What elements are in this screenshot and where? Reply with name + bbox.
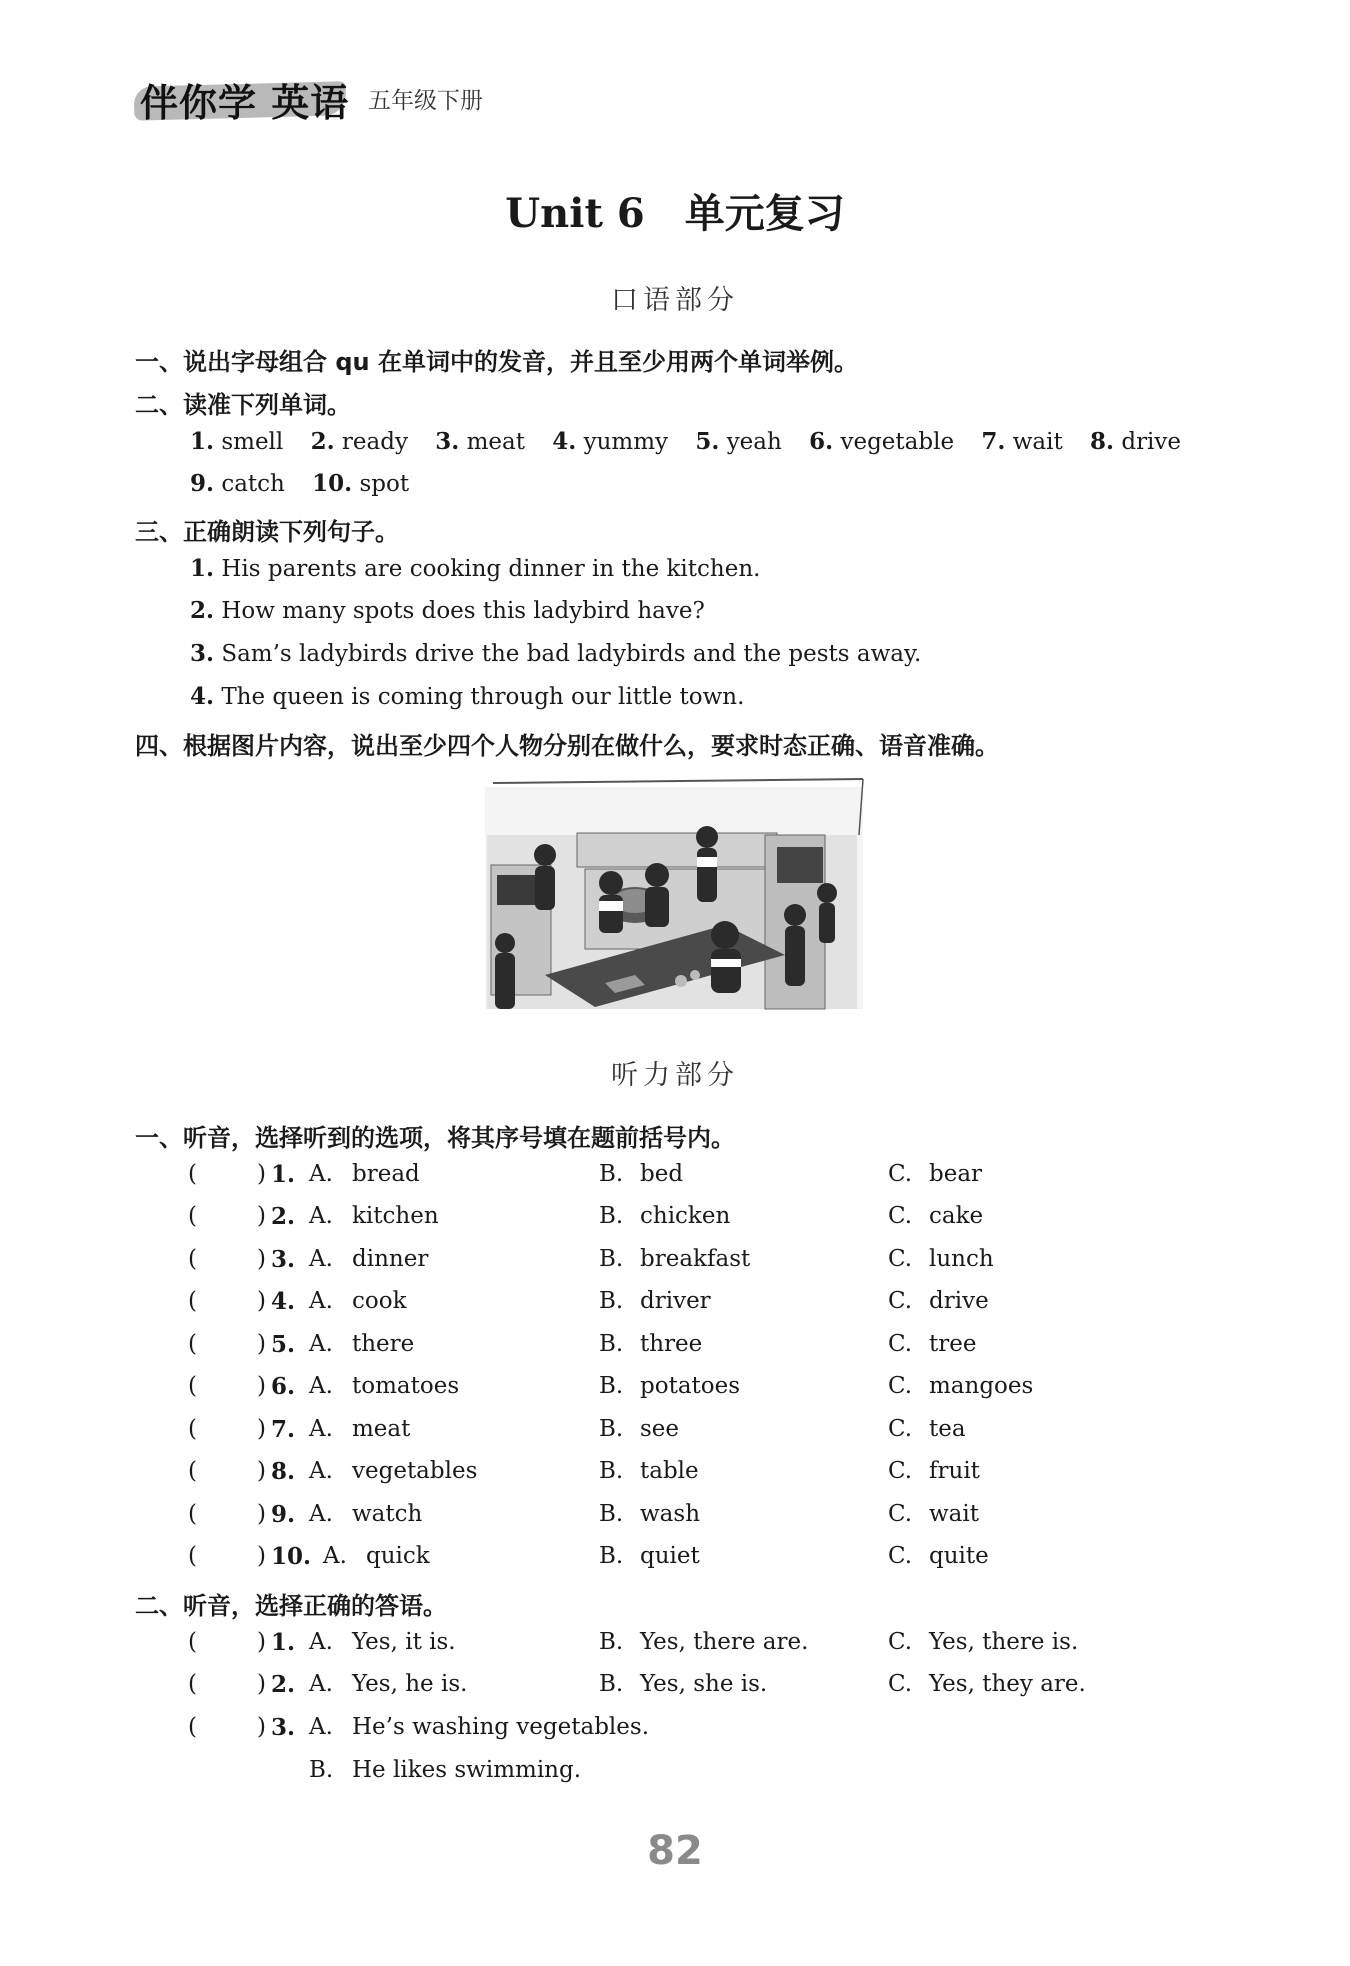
- option-a-label: A.: [309, 1629, 333, 1655]
- choice-row: [0, 1161, 1350, 1201]
- word-item: 10. spot: [312, 470, 410, 497]
- option-b-label: B.: [599, 1629, 624, 1655]
- word-item: 4. yummy: [552, 428, 669, 455]
- answer-paren-close: ): [257, 1543, 266, 1569]
- option-c-label: C.: [888, 1458, 913, 1484]
- item-number: 9.: [271, 1501, 296, 1528]
- choice-row: [0, 1543, 1350, 1583]
- option-a-label: A.: [309, 1246, 333, 1272]
- answer-paren-open: (: [188, 1501, 197, 1527]
- option-b-label: B.: [599, 1416, 624, 1442]
- option-b-text: driver: [640, 1288, 711, 1314]
- option-b-text: breakfast: [640, 1246, 751, 1272]
- choice-row: [0, 1373, 1350, 1413]
- listening-question-2: 二、听音，选择正确的答语。: [135, 1592, 447, 1620]
- item-number: 6.: [271, 1373, 296, 1400]
- option-b-label: B.: [599, 1288, 624, 1314]
- option-b-label: B.: [599, 1161, 624, 1187]
- option-b-label: B.: [599, 1331, 624, 1357]
- option-b-text: wash: [640, 1501, 701, 1527]
- item-number: 8.: [271, 1458, 296, 1485]
- item-number: 7.: [271, 1416, 296, 1443]
- word-item: 5. yeah: [695, 428, 782, 455]
- kitchen-scene-illustration: [485, 775, 865, 1013]
- option-a-label: A.: [309, 1203, 333, 1229]
- answer-paren-open: (: [188, 1458, 197, 1484]
- option-c-label: C.: [888, 1203, 913, 1229]
- grade-label: 五年级下册: [368, 88, 483, 114]
- item-number: 3.: [271, 1246, 296, 1273]
- option-c-text: tree: [929, 1331, 977, 1357]
- option-c-label: C.: [888, 1501, 913, 1527]
- option-b-label: B.: [599, 1501, 624, 1527]
- option-b-label: B.: [599, 1203, 624, 1229]
- option-a-text: bread: [352, 1161, 420, 1187]
- option-b-label: B.: [599, 1671, 624, 1697]
- answer-paren-open: (: [188, 1543, 197, 1569]
- option-b-text: bed: [640, 1161, 684, 1187]
- option-c-text: Yes, they are.: [929, 1671, 1086, 1697]
- item-number: 1.: [271, 1161, 296, 1188]
- option-a-text: tomatoes: [352, 1373, 460, 1399]
- option-a-label: A.: [323, 1543, 347, 1569]
- option-a-text: quick: [366, 1543, 430, 1569]
- choice-row: [0, 1288, 1350, 1328]
- option-c-text: lunch: [929, 1246, 994, 1272]
- choice-row: [0, 1331, 1350, 1371]
- word-item: 6. vegetable: [809, 428, 955, 455]
- option-b-text: Yes, there are.: [640, 1629, 809, 1655]
- option-c-label: C.: [888, 1246, 913, 1272]
- option-b-text: potatoes: [640, 1373, 741, 1399]
- page-number: 82: [647, 1828, 703, 1874]
- option-a-label: A.: [309, 1416, 333, 1442]
- answer-paren-open: (: [188, 1373, 197, 1399]
- answer-paren-close: ): [257, 1458, 266, 1484]
- answer-paren-open: (: [188, 1629, 197, 1655]
- word-item: 9. catch: [190, 470, 285, 497]
- item-number: 4.: [271, 1288, 296, 1315]
- option-a-text: kitchen: [352, 1203, 439, 1229]
- option-c-text: mangoes: [929, 1373, 1034, 1399]
- option-c-text: fruit: [929, 1458, 980, 1484]
- option-a-text: Yes, it is.: [352, 1629, 456, 1655]
- option-b-label: B.: [599, 1246, 624, 1272]
- option-c-label: C.: [888, 1543, 913, 1569]
- option-a-label: A.: [309, 1501, 333, 1527]
- option-a-label: A.: [309, 1331, 333, 1357]
- word-item: 3. meat: [435, 428, 525, 455]
- oral-question-3: 三、正确朗读下列句子。: [135, 518, 399, 546]
- word-list-row-2: [190, 470, 429, 497]
- option-b-text: three: [640, 1331, 703, 1357]
- choice-row: [0, 1203, 1350, 1243]
- word-item: 7. wait: [981, 428, 1063, 455]
- sentence-item: 2. How many spots does this ladybird have?: [190, 597, 705, 624]
- option-b-label: B.: [599, 1543, 624, 1569]
- choice-row: [0, 1501, 1350, 1541]
- option-c-label: C.: [888, 1373, 913, 1399]
- option-c-label: C.: [888, 1161, 913, 1187]
- response-row: [0, 1671, 1350, 1711]
- listening-section-title: 听力部分: [611, 1060, 739, 1091]
- unit-title: Unit 6 单元复习: [505, 190, 845, 237]
- answer-paren-close: ): [257, 1416, 266, 1442]
- answer-paren-close: ): [257, 1671, 266, 1697]
- item-number: 5.: [271, 1331, 296, 1358]
- answer-paren-open: (: [188, 1161, 197, 1187]
- option-b-text: Yes, she is.: [640, 1671, 768, 1697]
- sentence-item: 3. Sam’s ladybirds drive the bad ladybirds and the pests away.: [190, 640, 922, 667]
- series-brand: [140, 72, 483, 125]
- word-list-row-1: [190, 428, 1181, 455]
- choice-row: [0, 1458, 1350, 1498]
- item-number: 10.: [271, 1543, 312, 1570]
- option-c-label: C.: [888, 1288, 913, 1314]
- option-a-text: there: [352, 1331, 415, 1357]
- answer-paren-close: ): [257, 1373, 266, 1399]
- item-number: 1.: [271, 1629, 296, 1656]
- answer-paren-open: (: [188, 1246, 197, 1272]
- option-c-text: drive: [929, 1288, 989, 1314]
- option-c-text: quite: [929, 1543, 989, 1569]
- oral-question-2: 二、读准下列单词。: [135, 391, 351, 419]
- option-a-text: cook: [352, 1288, 407, 1314]
- option-c-label: C.: [888, 1331, 913, 1357]
- option-c-text: wait: [929, 1501, 979, 1527]
- response-row: [0, 1714, 1350, 1754]
- answer-paren-close: ): [257, 1629, 266, 1655]
- option-a-text: dinner: [352, 1246, 429, 1272]
- option-a-label: A.: [309, 1373, 333, 1399]
- word-item: 8. drive: [1090, 428, 1182, 455]
- item-number: 2.: [271, 1203, 296, 1230]
- option-c-text: cake: [929, 1203, 984, 1229]
- option-b-label: B.: [309, 1757, 334, 1783]
- answer-paren-open: (: [188, 1288, 197, 1314]
- option-a-label: A.: [309, 1671, 333, 1697]
- response-row-continued: [0, 1757, 1350, 1797]
- option-a-text: watch: [352, 1501, 423, 1527]
- option-b-text: chicken: [640, 1203, 731, 1229]
- option-b-text: table: [640, 1458, 699, 1484]
- answer-paren-open: (: [188, 1671, 197, 1697]
- choice-row: [0, 1246, 1350, 1286]
- response-row: [0, 1629, 1350, 1669]
- choice-row: [0, 1416, 1350, 1456]
- option-a-label: A.: [309, 1288, 333, 1314]
- option-b-text: see: [640, 1416, 680, 1442]
- answer-paren-close: ): [257, 1714, 266, 1740]
- option-c-text: tea: [929, 1416, 966, 1442]
- answer-paren-close: ): [257, 1288, 266, 1314]
- option-b-text: quiet: [640, 1543, 700, 1569]
- answer-paren-open: (: [188, 1714, 197, 1740]
- option-c-text: Yes, there is.: [929, 1629, 1079, 1655]
- answer-paren-close: ): [257, 1161, 266, 1187]
- answer-paren-open: (: [188, 1203, 197, 1229]
- option-c-label: C.: [888, 1416, 913, 1442]
- item-number: 2.: [271, 1671, 296, 1698]
- answer-paren-close: ): [257, 1203, 266, 1229]
- sentence-item: 4. The queen is coming through our little town.: [190, 683, 745, 710]
- oral-section-title: 口语部分: [611, 285, 739, 316]
- option-b-label: B.: [599, 1458, 624, 1484]
- listening-question-1: 一、听音，选择听到的选项，将其序号填在题前括号内。: [135, 1124, 735, 1152]
- word-item: 1. smell: [190, 428, 284, 455]
- answer-paren-open: (: [188, 1416, 197, 1442]
- option-c-label: C.: [888, 1629, 913, 1655]
- answer-paren-close: ): [257, 1331, 266, 1357]
- option-c-label: C.: [888, 1671, 913, 1697]
- answer-paren-close: ): [257, 1246, 266, 1272]
- oral-question-4: 四、根据图片内容，说出至少四个人物分别在做什么，要求时态正确、语音准确。: [135, 732, 999, 760]
- option-b-text: He likes swimming.: [352, 1757, 582, 1783]
- oral-question-1: 一、说出字母组合 qu 在单词中的发音，并且至少用两个单词举例。: [135, 348, 858, 376]
- option-c-text: bear: [929, 1161, 983, 1187]
- option-a-text: He’s washing vegetables.: [352, 1714, 650, 1740]
- item-number: 3.: [271, 1714, 296, 1741]
- option-a-text: meat: [352, 1416, 411, 1442]
- option-a-label: A.: [309, 1161, 333, 1187]
- option-a-label: A.: [309, 1458, 333, 1484]
- option-a-text: Yes, he is.: [352, 1671, 468, 1697]
- series-title: 伴你学 英语: [140, 81, 350, 125]
- option-a-text: vegetables: [352, 1458, 478, 1484]
- option-b-label: B.: [599, 1373, 624, 1399]
- sentence-item: 1. His parents are cooking dinner in the kitchen.: [190, 555, 761, 582]
- word-item: 2. ready: [310, 428, 408, 455]
- answer-paren-close: ): [257, 1501, 266, 1527]
- answer-paren-open: (: [188, 1331, 197, 1357]
- option-a-label: A.: [309, 1714, 333, 1740]
